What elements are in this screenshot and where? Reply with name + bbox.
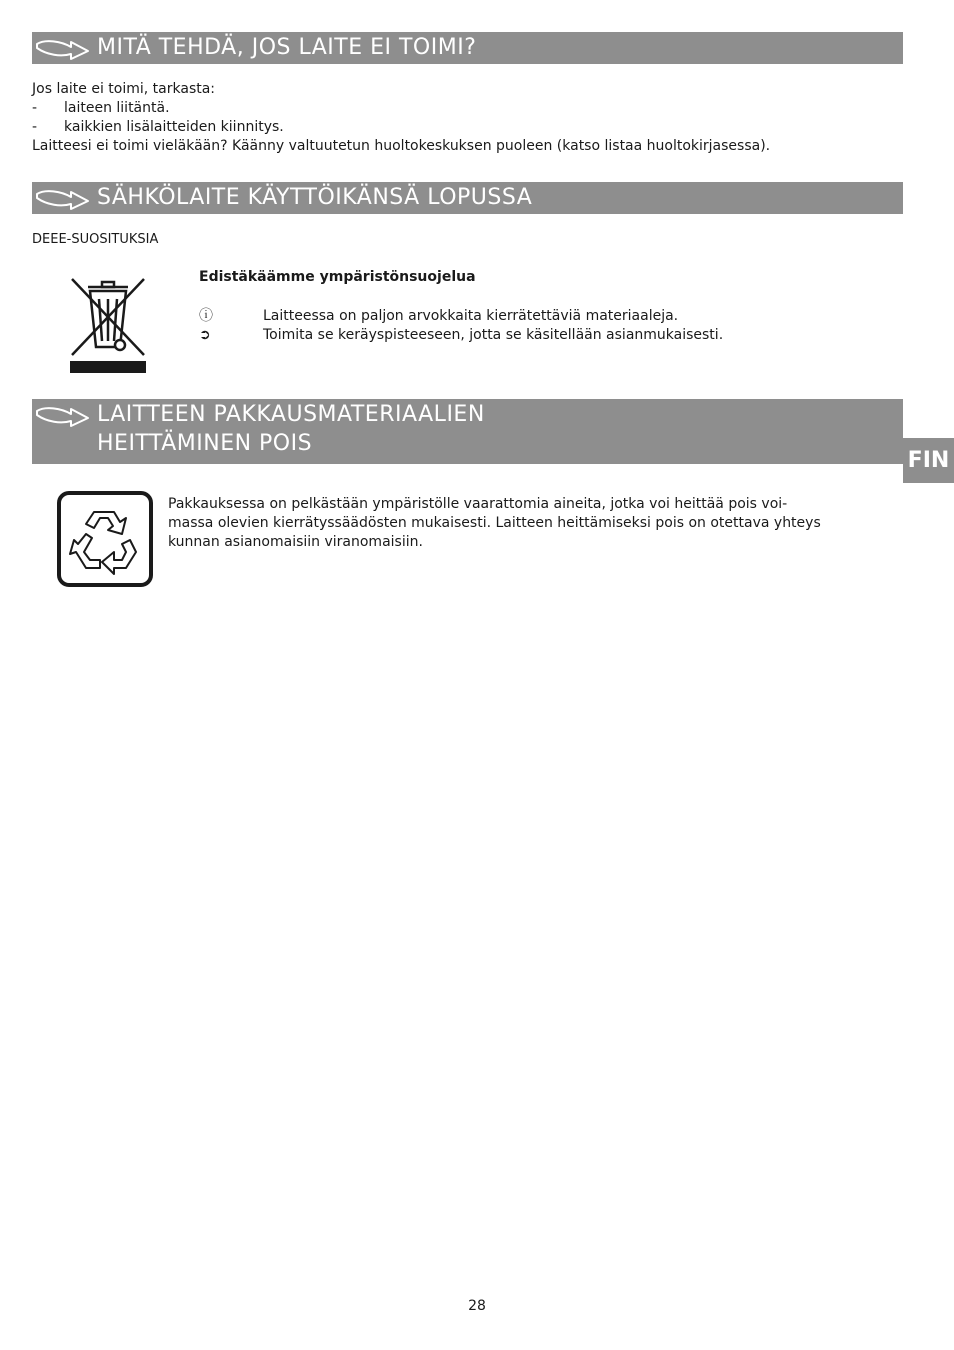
crossed-out-bin-icon	[68, 275, 148, 375]
page-number: 28	[468, 1298, 486, 1314]
list-dash: -	[32, 119, 38, 135]
recycle-icon	[56, 490, 154, 588]
hand-arrow-icon	[35, 35, 91, 63]
list-dash: -	[32, 100, 38, 116]
section-header-packaging	[32, 399, 903, 464]
list-item-text: Laitteessa on paljon arvokkaita kierrätettäviä materiaaleja.	[263, 308, 679, 324]
list-item-text: Toimita se keräyspisteeseen, jotta se käsitellään asianmukaisesti.	[263, 327, 724, 343]
language-tab: FIN	[903, 438, 954, 483]
packaging-text-line: Pakkauksessa on pelkästään ympäristölle vaarattomia aineita, jotka voi heittää pois voi-	[168, 496, 788, 512]
list-item-text: kaikkien lisälaitteiden kiinnitys.	[64, 119, 284, 135]
deee-subtitle: Edistäkäämme ympäristönsuojelua	[199, 269, 476, 285]
info-icon: ⓘ	[199, 308, 213, 324]
deee-label: DEEE-SUOSITUKSIA	[32, 232, 159, 247]
section-title: MITÄ TEHDÄ, JOS LAITE EI TOIMI?	[97, 35, 477, 60]
hand-arrow-icon	[35, 402, 91, 430]
hand-arrow-icon	[35, 185, 91, 213]
list-item-text: laiteen liitäntä.	[64, 100, 170, 116]
section-title-line-2: HEITTÄMINEN POIS	[97, 431, 313, 456]
section-title-line-1: LAITTEEN PAKKAUSMATERIAALIEN	[97, 402, 485, 427]
packaging-text-line: kunnan asianomaisiin viranomaisiin.	[168, 534, 423, 550]
section-header-troubleshooting	[32, 32, 903, 64]
section-title: SÄHKÖLAITE KÄYTTÖIKÄNSÄ LOPUSSA	[97, 185, 533, 210]
troubleshoot-intro: Jos laite ei toimi, tarkasta:	[32, 81, 216, 97]
arrow-bullet-icon: ➲	[199, 327, 211, 343]
section-header-end-of-life	[32, 182, 903, 214]
troubleshoot-outro: Laitteesi ei toimi vieläkään? Käänny valtuutetun huoltokeskuksen puoleen (katso listaa huoltokirjasessa).	[32, 138, 771, 154]
packaging-text-line: massa olevien kierrätyssäädösten mukaisesti. Laitteen heittämiseksi pois on otettava yhteys	[168, 515, 821, 531]
